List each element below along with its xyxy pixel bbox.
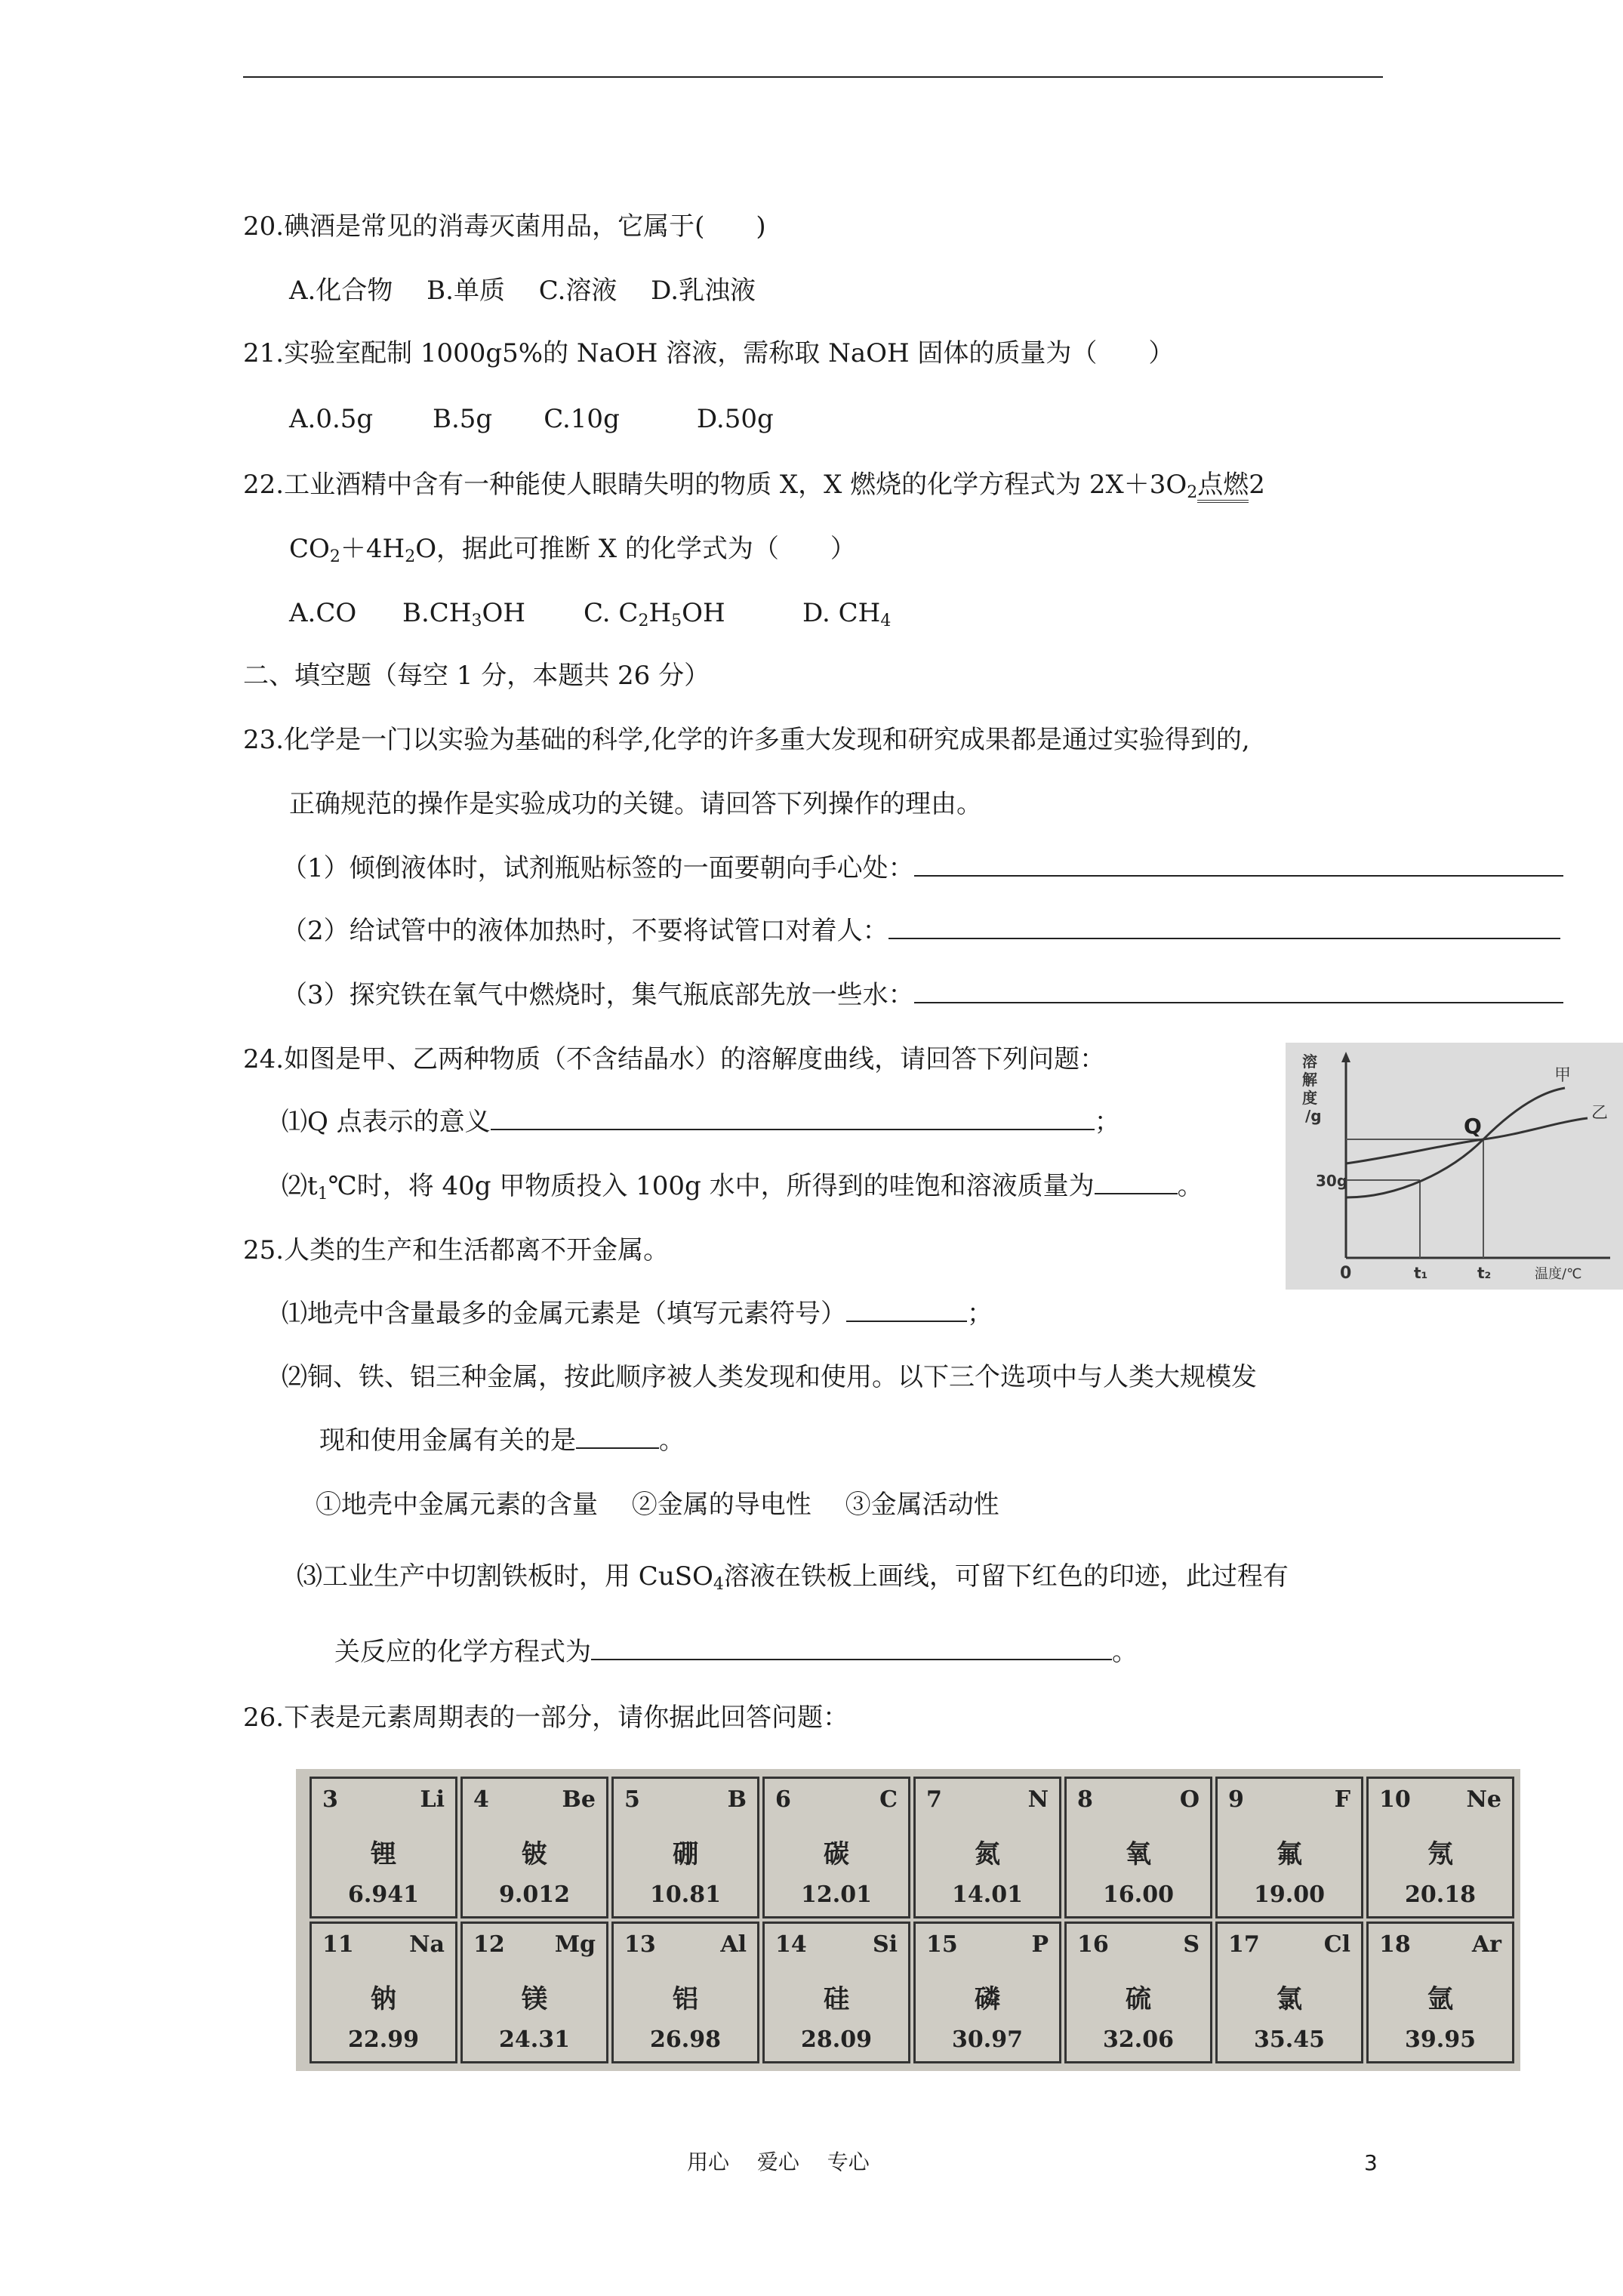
tick-t1: t₁ <box>1414 1264 1428 1282</box>
element-cell <box>310 1777 457 1918</box>
answer-blank[interactable] <box>591 1636 1112 1660</box>
element-cell <box>1064 1777 1212 1918</box>
q22-stem-line2: $CO_2+4H_2O$，据此可推断 X 的化学式为（ ） <box>289 534 856 566</box>
element-symbol: F <box>1334 1786 1350 1813</box>
q25-choices: ①地壳中金属元素的含量 ②金属的导电性 ③金属活动性 <box>316 1490 999 1520</box>
element-symbol: Mg <box>554 1931 596 1958</box>
point-q-label: Q <box>1464 1114 1482 1139</box>
q25-part2: ⑵铜、铁、铝三种金属，按此顺序被人类发现和使用。以下三个选项中与人类大规模发 <box>282 1362 1257 1392</box>
q22-stem: 22.工业酒精中含有一种能使人眼睛失明的物质 X，X 燃烧的化学方程式为 $2X+3O_2$点燃2 <box>243 470 1265 502</box>
atomic-number: 6 <box>775 1786 791 1813</box>
element-name: 氩 <box>1427 1984 1453 2014</box>
element-name: 氯 <box>1277 1984 1302 2014</box>
element-name: 磷 <box>975 1984 1000 2014</box>
element-symbol: Ar <box>1471 1931 1501 1958</box>
atomic-mass: 24.31 <box>499 2026 570 2053</box>
element-name: 氟 <box>1277 1839 1302 1869</box>
atomic-mass: 14.01 <box>952 1881 1023 1908</box>
atomic-number: 10 <box>1379 1786 1411 1813</box>
atomic-number: 4 <box>473 1786 489 1813</box>
q23-part3: （3）探究铁在氧气中燃烧时，集气瓶底部先放一些水： <box>282 978 1563 1012</box>
q22-option-b: $B.CH_3OH$ <box>402 598 525 630</box>
q21-options: A.0.5g B.5g C.10g D.50g <box>289 404 774 434</box>
element-name: 氖 <box>1427 1839 1453 1869</box>
q23-part1: （1）倾倒液体时，试剂瓶贴标签的一面要朝向手心处： <box>282 852 1563 885</box>
element-symbol: Si <box>872 1931 898 1958</box>
atomic-mass: 35.45 <box>1254 2026 1325 2053</box>
solubility-curve-figure <box>1286 1043 1623 1290</box>
element-cell <box>1064 1922 1212 2063</box>
atomic-mass: 6.941 <box>348 1881 419 1908</box>
q23-stem: 23.化学是一门以实验为基础的科学,化学的许多重大发现和研究成果都是通过实验得到的, <box>243 725 1250 755</box>
answer-blank[interactable] <box>491 1106 1095 1130</box>
q23-stem-line2: 正确规范的操作是实验成功的关键。请回答下列操作的理由。 <box>289 789 982 819</box>
atomic-mass: 39.95 <box>1405 2026 1476 2053</box>
periodic-table <box>296 1769 1520 2071</box>
q21-stem: 21.实验室配制 1000g5%的 NaOH 溶液，需称取 NaOH 固体的质量为（ ） <box>243 338 1175 368</box>
element-cell <box>611 1777 759 1918</box>
element-cell <box>762 1922 910 2063</box>
q25-part3-line2: 关反应的化学方程式为 。 <box>334 1637 1138 1667</box>
element-name: 铝 <box>673 1984 698 2014</box>
element-cell <box>1215 1777 1363 1918</box>
element-cell <box>913 1777 1061 1918</box>
element-name: 碳 <box>824 1839 849 1869</box>
element-name: 硼 <box>673 1839 698 1869</box>
atomic-mass: 10.81 <box>650 1881 721 1908</box>
element-name: 铍 <box>522 1839 547 1869</box>
element-cell <box>1366 1777 1514 1918</box>
element-cell <box>310 1922 457 2063</box>
element-symbol: P <box>1031 1931 1049 1958</box>
element-symbol: B <box>727 1786 747 1813</box>
atomic-number: 16 <box>1077 1931 1109 1958</box>
element-cell <box>460 1922 608 2063</box>
curve-label-yi: 乙 <box>1591 1104 1609 1123</box>
tick-30g: 30g <box>1316 1172 1348 1190</box>
element-name: 硫 <box>1126 1984 1151 2014</box>
atomic-number: 13 <box>624 1931 656 1958</box>
element-symbol: O <box>1179 1786 1200 1813</box>
answer-blank[interactable] <box>846 1298 967 1322</box>
atomic-number: 9 <box>1228 1786 1244 1813</box>
atomic-number: 11 <box>322 1931 354 1958</box>
element-symbol: C <box>879 1786 898 1813</box>
element-cell <box>611 1922 759 2063</box>
q22-option-c: C. $C_2H_5OH$ <box>584 598 725 630</box>
atomic-mass: 30.97 <box>952 2026 1023 2053</box>
element-symbol: S <box>1183 1931 1200 1958</box>
element-name: 镁 <box>522 1984 547 2014</box>
answer-blank[interactable] <box>888 915 1560 939</box>
curve-label-jia: 甲 <box>1554 1066 1572 1085</box>
q24-part1: ⑴Q 点表示的意义 ； <box>282 1107 1120 1137</box>
element-name: 氧 <box>1126 1839 1151 1869</box>
answer-blank[interactable] <box>1095 1170 1178 1194</box>
atomic-mass: 32.06 <box>1103 2026 1174 2053</box>
atomic-mass: 22.99 <box>348 2026 419 2053</box>
element-cell <box>913 1922 1061 2063</box>
atomic-mass: 16.00 <box>1103 1881 1174 1908</box>
atomic-mass: 12.01 <box>801 1881 872 1908</box>
element-name: 氮 <box>975 1839 1000 1869</box>
q25-stem: 25.人类的生产和生活都离不开金属。 <box>243 1235 670 1265</box>
element-cell <box>1366 1922 1514 2063</box>
answer-blank[interactable] <box>914 979 1563 1003</box>
atomic-mass: 9.012 <box>499 1881 570 1908</box>
answer-blank[interactable] <box>914 852 1563 877</box>
atomic-mass: 28.09 <box>801 2026 872 2053</box>
element-symbol: N <box>1027 1786 1049 1813</box>
y-axis-label: 溶解度/g <box>1302 1052 1322 1125</box>
q22-option-d: D. $CH_4$ <box>802 598 892 630</box>
q23-part2: （2）给试管中的液体加热时，不要将试管口对着人： <box>282 914 1560 948</box>
solubility-curve-svg <box>1286 1043 1623 1290</box>
section-heading: 二、填空题（每空 1 分，本题共 26 分） <box>243 661 710 691</box>
element-symbol: Cl <box>1323 1931 1350 1958</box>
atomic-number: 5 <box>624 1786 640 1813</box>
element-symbol: Ne <box>1466 1786 1501 1813</box>
q25-part2-line2: 现和使用金属有关的是 。 <box>319 1425 685 1456</box>
page-number: 3 <box>1364 2150 1378 2175</box>
atomic-mass: 19.00 <box>1254 1881 1325 1908</box>
element-cell <box>460 1777 608 1918</box>
reaction-condition: 点燃 <box>1197 470 1249 503</box>
element-name: 锂 <box>371 1839 396 1869</box>
element-symbol: Be <box>562 1786 596 1813</box>
element-cell <box>762 1777 910 1918</box>
atomic-number: 14 <box>775 1931 807 1958</box>
q24-stem: 24.如图是甲、乙两种物质（不含结晶水）的溶解度曲线，请回答下列问题： <box>243 1044 1106 1074</box>
element-name: 硅 <box>824 1984 849 2014</box>
atomic-number: 17 <box>1228 1931 1260 1958</box>
answer-blank[interactable] <box>576 1425 659 1449</box>
element-symbol: Al <box>720 1931 747 1958</box>
q20-stem: 20.碘酒是常见的消毒灭菌用品，它属于( ) <box>243 211 766 242</box>
atomic-number: 18 <box>1379 1931 1411 1958</box>
atomic-number: 3 <box>322 1786 338 1813</box>
origin-label: 0 <box>1340 1264 1352 1283</box>
element-symbol: Li <box>420 1786 445 1813</box>
header-rule <box>243 76 1383 78</box>
element-cell <box>1215 1922 1363 2063</box>
atomic-number: 8 <box>1077 1786 1093 1813</box>
atomic-number: 7 <box>926 1786 942 1813</box>
element-name: 钠 <box>371 1984 396 2014</box>
q25-part1: ⑴地壳中含量最多的金属元素是（填写元素符号） ； <box>282 1299 993 1329</box>
atomic-number: 12 <box>473 1931 505 1958</box>
q26-stem: 26.下表是元素周期表的一部分，请你据此回答问题： <box>243 1703 849 1733</box>
atomic-mass: 26.98 <box>650 2026 721 2053</box>
q22-option-a: A.CO <box>289 598 357 628</box>
atomic-mass: 20.18 <box>1405 1881 1476 1908</box>
tick-t2: t₂ <box>1477 1264 1492 1282</box>
element-symbol: Na <box>409 1931 445 1958</box>
atomic-number: 15 <box>926 1931 958 1958</box>
q25-part3: ⑶工业生产中切割铁板时，用 CuSO$_4$溶液在铁板上画线，可留下红色的印迹，此过程有 <box>297 1561 1289 1594</box>
q24-part2: $⑵t_1℃$时，将 40g 甲物质投入 100g 水中，所得到的哇饱和溶液质量为 。 <box>282 1171 1203 1203</box>
x-axis-label: 温度/℃ <box>1535 1266 1582 1282</box>
q20-options: A.化合物 B.单质 C.溶液 D.乳浊液 <box>289 276 756 306</box>
footer-motto: 用心 爱心 专心 <box>687 2150 870 2174</box>
